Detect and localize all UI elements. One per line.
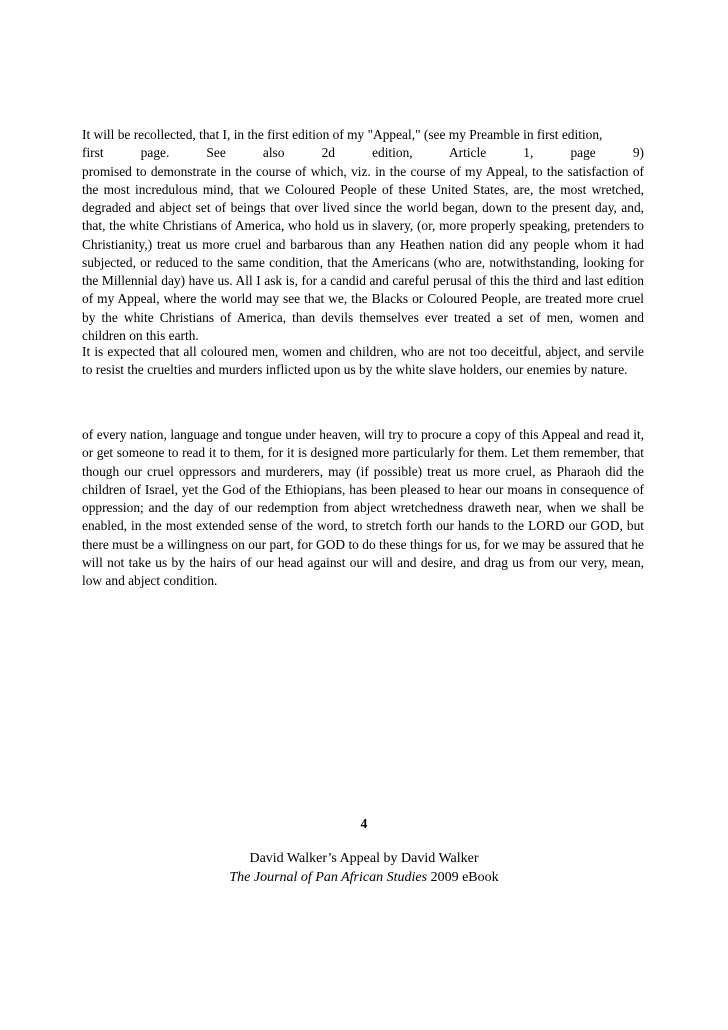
paragraph-recollection-line2: first page. See also 2d edition, Article 1, page 9)	[82, 145, 644, 161]
page-footer	[0, 850, 728, 887]
paragraph-recollection-rest: promised to demonstrate in the course of which, viz. in the course of my Appeal, to the satisfaction of the most incredulous mind, that we Coloured People of these United States, are, the most wretched, degraded and abject set of beings that over lived since the world began, down to the present day, and, that, the white Christians of America, who hold us in slavery, (or, more properly speaking, pretenders to Christianity,) treat us more cruel and barbarous than any Heathen nation did any people whom it had subjected, or reduced to the same condition, that the Americans (who are, notwithstanding, looking for the Millennial day) have us. All I ask is, for a candid and careful perusal of this the third and last edition of my Appeal, where the world may see that we, the Blacks or Coloured People, are treated more cruel by the white Christians of America, than devils themselves ever treated a set of men, women and children on this earth.	[82, 163, 644, 343]
paragraph-recollection	[82, 126, 644, 345]
footer-journal-suffix: 2009 eBook	[427, 869, 499, 885]
footer-journal-name: The Journal of Pan African Studies	[229, 869, 428, 885]
footer-journal-line	[0, 869, 728, 888]
paragraph-recollection-line1: It will be recollected, that I, in the first edition of my "Appeal," (see my Preamble in first edition,	[82, 127, 603, 142]
page-number: 4	[360, 816, 368, 831]
footer-title: David Walker’s Appeal by David Walker	[249, 851, 479, 866]
paragraph-expectation: It is expected that all coloured men, women and children, who are not too deceitful, abject, and servile to resist the cruelties and murders inflicted upon us by the white slave holders, our enemies by nature.	[82, 344, 644, 378]
paragraph-every-nation: of every nation, language and tongue under heaven, will try to procure a copy of this Appeal and read it, or get someone to read it to them, for it is designed more particularly for them. Let them remember, that though our cruel oppressors and murderers, may (if possible) treat us more cruel, as Pharaoh did the children of Israel, yet the God of the Ethiopians, has been pleased to hear our moans in consequence of oppression; and the day of our redemption from abject wretchedness draweth near, when we shall be enabled, in the most extended sense of the word, to stretch forth our hands to the LORD our GOD, but there must be a willingness on our part, for GOD to do these things for us, for we may be assured that he will not take us by the hairs of our head against our will and desire, and drag us from our very, mean, low and abject condition.	[82, 427, 644, 588]
